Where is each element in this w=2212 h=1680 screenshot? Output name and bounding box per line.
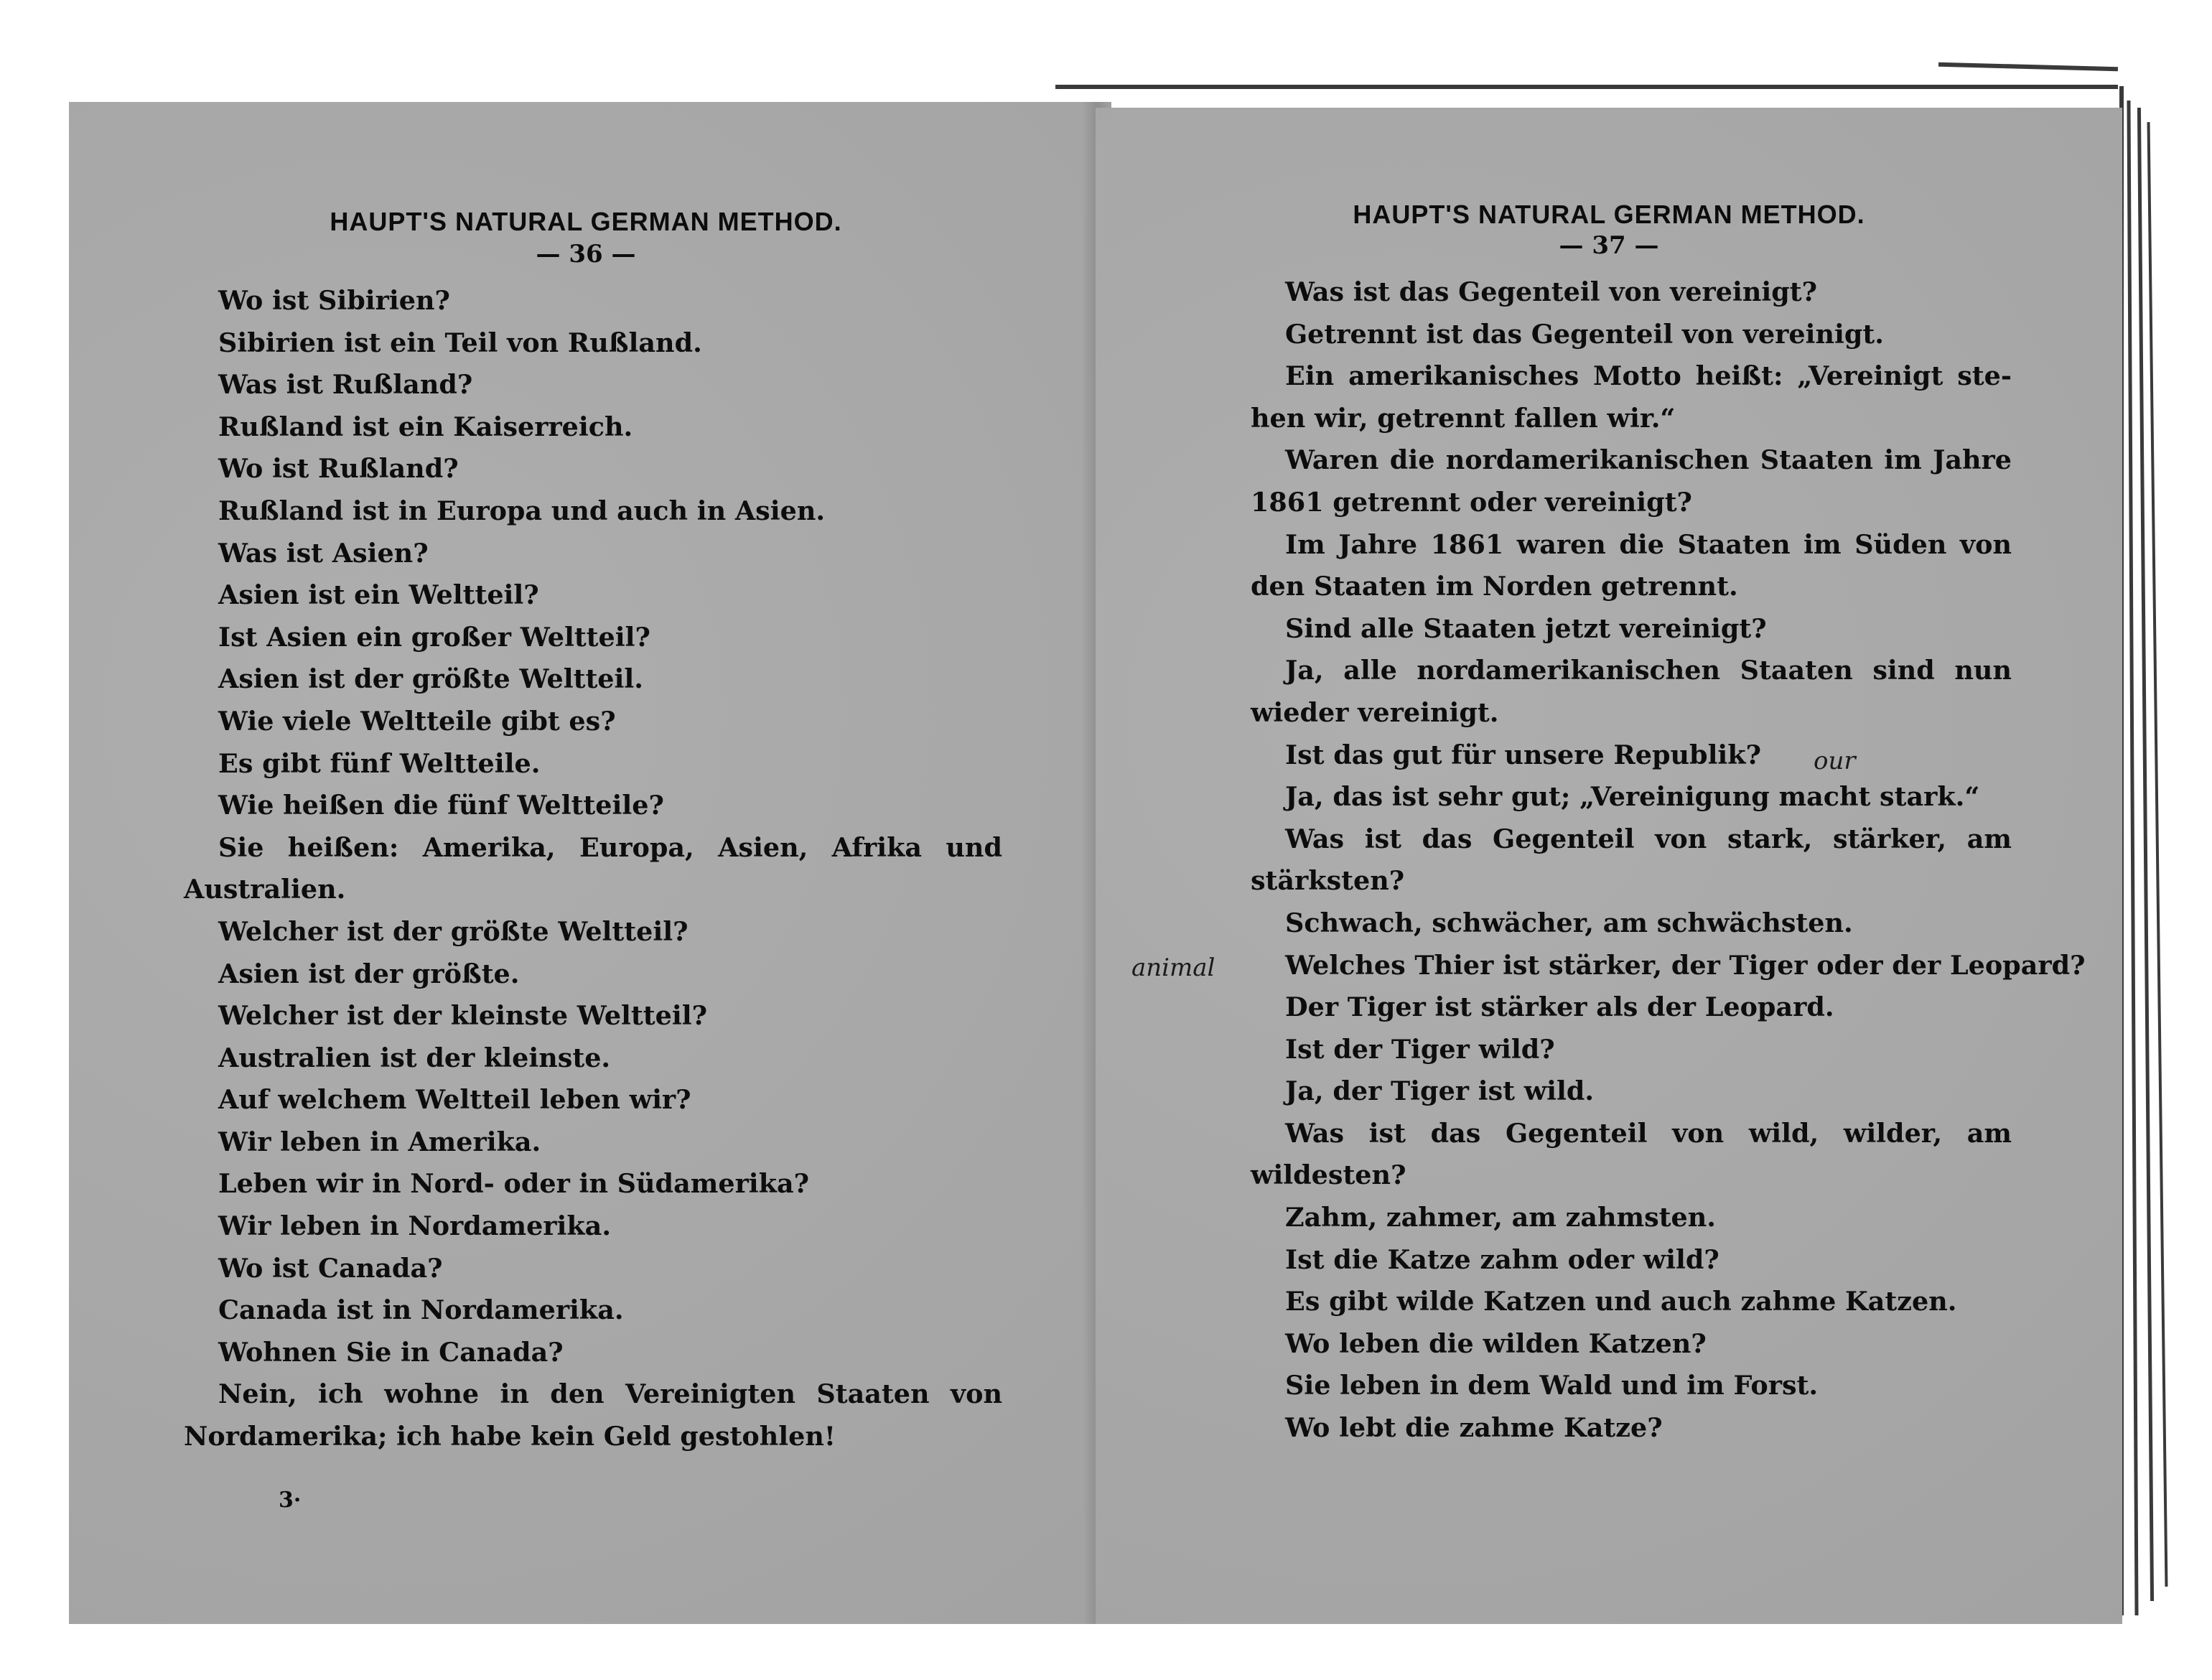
left-text-line: Was ist Asien?	[218, 537, 429, 569]
left-text-line: Wo ist Sibirien?	[218, 285, 450, 316]
left-text-line: Nordamerika; ich habe kein Geld gestohlen!	[184, 1421, 836, 1452]
right-text-line: Ja, der Tiger ist wild.	[1285, 1075, 1595, 1107]
right-text-line: Ja, das ist sehr gut; „Vereinigung macht stark.“	[1285, 781, 1980, 813]
left-text-line: Wo ist Rußland?	[218, 453, 459, 485]
left-text-line: Canada ist in Nordamerika.	[218, 1294, 624, 1326]
right-running-header: HAUPT'S NATURAL GERMAN METHOD.	[1353, 200, 1865, 229]
right-text-line: Getrennt ist das Gegenteil von vereinigt.	[1285, 318, 1884, 350]
right-text-line: Waren die nordamerikanischen Staaten im Jahre	[1285, 444, 2012, 476]
left-text-line: Sibirien ist ein Teil von Rußland.	[218, 327, 702, 358]
right-text-line: Sind alle Staaten jetzt vereinigt?	[1285, 612, 1767, 644]
right-page	[1096, 108, 2122, 1624]
signature-mark: 3·	[279, 1488, 302, 1513]
right-text-line: Wo leben die wilden Katzen?	[1285, 1327, 1707, 1359]
left-text-line: Australien.	[184, 874, 346, 905]
right-body-text	[1251, 271, 2086, 1450]
left-text-line: Asien ist der größte Weltteil.	[218, 663, 643, 695]
right-text-line: Was ist das Gegenteil von stark, stärker, am	[1285, 823, 2012, 854]
left-text-line: Leben wir in Nord- oder in Südamerika?	[218, 1168, 809, 1200]
left-text-line: Sie heißen: Amerika, Europa, Asien, Afrika und	[218, 831, 1002, 863]
left-text-line: Wie viele Weltteile gibt es?	[218, 705, 616, 737]
left-text-line: Welcher ist der größte Weltteil?	[218, 915, 689, 947]
left-text-line: Wir leben in Amerika.	[218, 1126, 541, 1157]
right-text-line: Wo lebt die zahme Katze?	[1285, 1412, 1663, 1444]
right-text-line: Ja, alle nordamerikanischen Staaten sind nun	[1285, 655, 2012, 686]
right-text-line: stärksten?	[1251, 865, 1405, 897]
right-text-line: Ist der Tiger wild?	[1285, 1033, 1555, 1065]
right-text-line: Schwach, schwächer, am schwächsten.	[1285, 907, 1853, 938]
right-text-line: wieder vereinigt.	[1251, 696, 1499, 728]
right-text-line: 1861 getrennt oder vereinigt?	[1251, 486, 1692, 518]
left-text-line: Welcher ist der kleinste Weltteil?	[218, 1000, 707, 1032]
right-text-line: Sie leben in dem Wald und im Forst.	[1285, 1370, 1819, 1401]
right-text-line: hen wir, getrennt fallen wir.“	[1251, 402, 1676, 434]
right-text-line: den Staaten im Norden getrennt.	[1251, 571, 1738, 602]
left-text-line: Australien ist der kleinste.	[218, 1042, 611, 1073]
left-text-line: Nein, ich wohne in den Vereinigten Staaten von	[218, 1378, 1002, 1410]
right-text-line: Welches Thier ist stärker, der Tiger oder der Leopard?	[1285, 949, 2086, 981]
left-text-line: Asien ist der größte.	[218, 958, 520, 989]
right-text-line: Zahm, zahmer, am zahmsten.	[1285, 1202, 1717, 1233]
left-text-line: Wohnen Sie in Canada?	[218, 1336, 564, 1368]
right-text-line: Was ist das Gegenteil von wild, wilder, am	[1285, 1117, 2012, 1149]
left-body-text	[184, 280, 1002, 1458]
left-page	[69, 102, 1103, 1624]
left-text-line: Asien ist ein Weltteil?	[218, 579, 539, 611]
left-running-header: HAUPT'S NATURAL GERMAN METHOD.	[330, 207, 842, 236]
page-stack-edge-top	[1055, 85, 2118, 89]
handwritten-note-our: our	[1814, 747, 1856, 775]
right-page-number: — 37 —	[1559, 231, 1659, 260]
right-text-line: Was ist das Gegenteil von vereinigt?	[1285, 276, 1818, 307]
right-text-line: Der Tiger ist stärker als der Leopard.	[1285, 991, 1834, 1023]
right-text-line: Ist das gut für unsere Republik?	[1285, 739, 1761, 770]
left-text-line: Ist Asien ein großer Weltteil?	[218, 621, 650, 653]
right-text-line: Es gibt wilde Katzen und auch zahme Katzen.	[1285, 1286, 1957, 1317]
left-page-number: — 36 —	[536, 240, 636, 269]
left-text-line: Wie heißen die fünf Weltteile?	[218, 790, 664, 821]
left-text-line: Wo ist Canada?	[218, 1252, 443, 1284]
left-text-line: Wir leben in Nordamerika.	[218, 1210, 612, 1242]
left-text-line: Es gibt fünf Weltteile.	[218, 747, 541, 779]
left-text-line: Auf welchem Weltteil leben wir?	[218, 1084, 691, 1116]
right-text-line: Ein amerikanisches Motto heißt: „Vereinigt ste-	[1285, 360, 2012, 392]
left-text-line: Rußland ist ein Kaiserreich.	[218, 411, 633, 442]
right-text-line: Im Jahre 1861 waren die Staaten im Süden von	[1285, 528, 2012, 560]
right-text-line: Ist die Katze zahm oder wild?	[1285, 1243, 1719, 1275]
handwritten-note-animal: animal	[1131, 953, 1215, 982]
left-text-line: Was ist Rußland?	[218, 369, 473, 401]
left-text-line: Rußland ist in Europa und auch in Asien.	[218, 495, 826, 526]
right-text-line: wildesten?	[1251, 1159, 1406, 1191]
